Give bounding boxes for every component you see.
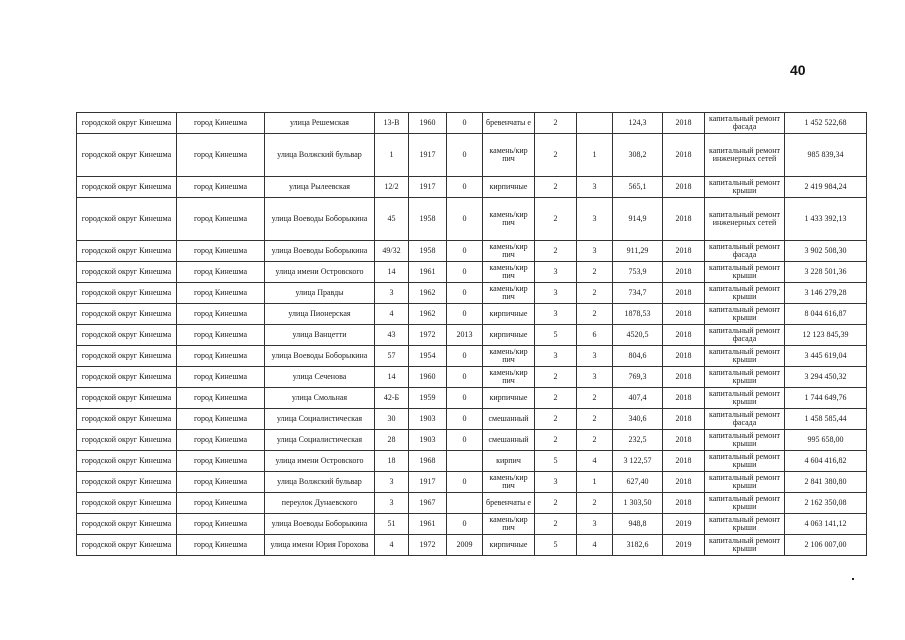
cell-okrug: городской округ Кинешма [77, 134, 177, 177]
cell-floors: 3 [535, 472, 577, 493]
cell-cost: 2 419 984,24 [785, 177, 867, 198]
cell-house: 18 [375, 451, 409, 472]
cell-okrug: городской округ Кинешма [77, 535, 177, 556]
cell-wall-material: смешанный [483, 409, 535, 430]
cell-house: 14 [375, 367, 409, 388]
cell-floors: 3 [535, 262, 577, 283]
cell-plan-year: 2018 [663, 325, 705, 346]
table-row [77, 346, 867, 367]
cell-build-year: 1960 [409, 113, 447, 134]
cell-wall-material: кирпич [483, 451, 535, 472]
cell-street: улица Волжский бульвар [265, 134, 375, 177]
cell-wall-material: камень/кир пич [483, 514, 535, 535]
cell-plan-year: 2018 [663, 472, 705, 493]
table-row [77, 198, 867, 241]
cell-okrug: городской округ Кинешма [77, 177, 177, 198]
cell-plan-year: 2018 [663, 177, 705, 198]
cell-cost: 3 902 508,30 [785, 241, 867, 262]
cell-reconstruction-year: 0 [447, 113, 483, 134]
cell-street: улица имени Островского [265, 262, 375, 283]
table-row [77, 325, 867, 346]
cell-reconstruction-year: 0 [447, 514, 483, 535]
cell-wall-material: камень/кир пич [483, 241, 535, 262]
cell-build-year: 1962 [409, 283, 447, 304]
cell-area: 769,3 [613, 367, 663, 388]
cell-entrances: 3 [577, 367, 613, 388]
cell-wall-material: кирпичные [483, 304, 535, 325]
cell-plan-year: 2018 [663, 451, 705, 472]
cell-reconstruction-year: 0 [447, 177, 483, 198]
cell-work-type: капитальный ремонт фасада [705, 409, 785, 430]
cell-city: город Кинешма [177, 472, 265, 493]
cell-street: улица имени Юрия Горохова [265, 535, 375, 556]
cell-okrug: городской округ Кинешма [77, 472, 177, 493]
cell-okrug: городской округ Кинешма [77, 388, 177, 409]
cell-city: город Кинешма [177, 198, 265, 241]
cell-entrances: 2 [577, 262, 613, 283]
cell-entrances: 3 [577, 177, 613, 198]
cell-street: улица Ванцетти [265, 325, 375, 346]
table-row [77, 304, 867, 325]
cell-work-type: капитальный ремонт крыши [705, 535, 785, 556]
cell-build-year: 1958 [409, 241, 447, 262]
cell-entrances: 2 [577, 493, 613, 514]
cell-street: улица Воеводы Боборыкина [265, 241, 375, 262]
cell-build-year: 1961 [409, 514, 447, 535]
cell-okrug: городской округ Кинешма [77, 241, 177, 262]
table-row [77, 134, 867, 177]
cell-work-type: капитальный ремонт крыши [705, 472, 785, 493]
cell-reconstruction-year: 0 [447, 472, 483, 493]
cell-street: улица Воеводы Боборыкина [265, 514, 375, 535]
cell-cost: 985 839,34 [785, 134, 867, 177]
cell-cost: 8 044 616,87 [785, 304, 867, 325]
cell-floors: 3 [535, 304, 577, 325]
cell-plan-year: 2018 [663, 346, 705, 367]
cell-cost: 1 452 522,68 [785, 113, 867, 134]
cell-entrances: 2 [577, 430, 613, 451]
cell-entrances: 4 [577, 451, 613, 472]
cell-house: 42-Б [375, 388, 409, 409]
cell-reconstruction-year [447, 451, 483, 472]
cell-work-type: капитальный ремонт крыши [705, 262, 785, 283]
cell-entrances: 2 [577, 409, 613, 430]
cell-reconstruction-year: 0 [447, 262, 483, 283]
cell-wall-material: смешанный [483, 430, 535, 451]
cell-build-year: 1961 [409, 262, 447, 283]
cell-work-type: капитальный ремонт инженерных сетей [705, 198, 785, 241]
cell-city: город Кинешма [177, 430, 265, 451]
cell-okrug: городской округ Кинешма [77, 198, 177, 241]
cell-street: улица Волжский бульвар [265, 472, 375, 493]
cell-work-type: капитальный ремонт фасада [705, 325, 785, 346]
cell-work-type: капитальный ремонт крыши [705, 430, 785, 451]
cell-build-year: 1960 [409, 367, 447, 388]
cell-house: 45 [375, 198, 409, 241]
cell-reconstruction-year: 0 [447, 430, 483, 451]
table-row [77, 388, 867, 409]
cell-reconstruction-year [447, 493, 483, 514]
cell-entrances: 1 [577, 472, 613, 493]
cell-reconstruction-year: 2009 [447, 535, 483, 556]
cell-build-year: 1962 [409, 304, 447, 325]
cell-plan-year: 2018 [663, 113, 705, 134]
cell-wall-material: кирпичные [483, 325, 535, 346]
cell-okrug: городской округ Кинешма [77, 346, 177, 367]
cell-city: город Кинешма [177, 346, 265, 367]
cell-work-type: капитальный ремонт крыши [705, 346, 785, 367]
cell-city: город Кинешма [177, 535, 265, 556]
cell-okrug: городской округ Кинешма [77, 430, 177, 451]
cell-city: город Кинешма [177, 304, 265, 325]
cell-cost: 2 162 350,08 [785, 493, 867, 514]
cell-cost: 12 123 845,39 [785, 325, 867, 346]
cell-entrances: 2 [577, 304, 613, 325]
cell-cost: 2 106 007,00 [785, 535, 867, 556]
cell-street: улица имени Островского [265, 451, 375, 472]
cell-wall-material: камень/кир пич [483, 198, 535, 241]
cell-city: город Кинешма [177, 177, 265, 198]
cell-entrances: 3 [577, 514, 613, 535]
cell-house: 4 [375, 535, 409, 556]
cell-floors: 2 [535, 134, 577, 177]
cell-reconstruction-year: 0 [447, 241, 483, 262]
cell-street: улица Пионерская [265, 304, 375, 325]
cell-okrug: городской округ Кинешма [77, 325, 177, 346]
cell-house: 57 [375, 346, 409, 367]
cell-street: улица Социалистическая [265, 409, 375, 430]
cell-build-year: 1903 [409, 409, 447, 430]
cell-floors: 3 [535, 346, 577, 367]
cell-plan-year: 2018 [663, 367, 705, 388]
table-row [77, 472, 867, 493]
cell-floors: 2 [535, 241, 577, 262]
cell-entrances: 2 [577, 388, 613, 409]
cell-reconstruction-year: 0 [447, 409, 483, 430]
page-number: 40 [790, 62, 806, 78]
cell-house: 3 [375, 283, 409, 304]
cell-floors: 5 [535, 535, 577, 556]
cell-reconstruction-year: 2013 [447, 325, 483, 346]
cell-floors: 2 [535, 493, 577, 514]
cell-okrug: городской округ Кинешма [77, 409, 177, 430]
cell-house: 1 [375, 134, 409, 177]
cell-area: 911,29 [613, 241, 663, 262]
cell-floors: 2 [535, 388, 577, 409]
cell-area: 948,8 [613, 514, 663, 535]
cell-okrug: городской округ Кинешма [77, 493, 177, 514]
cell-work-type: капитальный ремонт фасада [705, 241, 785, 262]
table-row [77, 367, 867, 388]
cell-cost: 2 841 380,80 [785, 472, 867, 493]
cell-house: 49/32 [375, 241, 409, 262]
cell-plan-year: 2019 [663, 535, 705, 556]
cell-area: 565,1 [613, 177, 663, 198]
cell-work-type: капитальный ремонт инженерных сетей [705, 134, 785, 177]
cell-cost: 3 445 619,04 [785, 346, 867, 367]
cell-okrug: городской округ Кинешма [77, 514, 177, 535]
cell-area: 4520,5 [613, 325, 663, 346]
cell-plan-year: 2018 [663, 304, 705, 325]
cell-city: город Кинешма [177, 451, 265, 472]
cell-build-year: 1903 [409, 430, 447, 451]
cell-area: 804,6 [613, 346, 663, 367]
cell-city: город Кинешма [177, 493, 265, 514]
cell-reconstruction-year: 0 [447, 346, 483, 367]
cell-wall-material: бревенчаты е [483, 113, 535, 134]
table-row [77, 177, 867, 198]
cell-build-year: 1972 [409, 325, 447, 346]
cell-area: 734,7 [613, 283, 663, 304]
cell-reconstruction-year: 0 [447, 388, 483, 409]
cell-floors: 2 [535, 430, 577, 451]
cell-build-year: 1954 [409, 346, 447, 367]
cell-build-year: 1959 [409, 388, 447, 409]
cell-work-type: капитальный ремонт крыши [705, 451, 785, 472]
cell-floors: 3 [535, 283, 577, 304]
cell-build-year: 1917 [409, 177, 447, 198]
cell-city: город Кинешма [177, 262, 265, 283]
cell-plan-year: 2018 [663, 241, 705, 262]
cell-floors: 5 [535, 451, 577, 472]
cell-work-type: капитальный ремонт крыши [705, 388, 785, 409]
cell-work-type: капитальный ремонт фасада [705, 113, 785, 134]
cell-floors: 2 [535, 409, 577, 430]
cell-area: 232,5 [613, 430, 663, 451]
cell-cost: 1 744 649,76 [785, 388, 867, 409]
scan-mark [852, 578, 854, 580]
cell-city: город Кинешма [177, 241, 265, 262]
cell-reconstruction-year: 0 [447, 198, 483, 241]
cell-area: 308,2 [613, 134, 663, 177]
cell-entrances: 1 [577, 134, 613, 177]
cell-plan-year: 2018 [663, 430, 705, 451]
cell-okrug: городской округ Кинешма [77, 283, 177, 304]
cell-build-year: 1917 [409, 134, 447, 177]
cell-wall-material: камень/кир пич [483, 262, 535, 283]
cell-wall-material: бревенчаты е [483, 493, 535, 514]
cell-cost: 1 458 585,44 [785, 409, 867, 430]
cell-cost: 3 146 279,28 [785, 283, 867, 304]
cell-plan-year: 2018 [663, 409, 705, 430]
cell-okrug: городской округ Кинешма [77, 304, 177, 325]
cell-floors: 2 [535, 198, 577, 241]
cell-plan-year: 2018 [663, 388, 705, 409]
table-row [77, 493, 867, 514]
cell-reconstruction-year: 0 [447, 367, 483, 388]
cell-plan-year: 2018 [663, 283, 705, 304]
cell-street: улица Правды [265, 283, 375, 304]
cell-okrug: городской округ Кинешма [77, 113, 177, 134]
cell-plan-year: 2018 [663, 493, 705, 514]
cell-city: город Кинешма [177, 367, 265, 388]
cell-plan-year: 2018 [663, 134, 705, 177]
table-row [77, 113, 867, 134]
cell-area: 124,3 [613, 113, 663, 134]
table-row [77, 430, 867, 451]
cell-house: 12/2 [375, 177, 409, 198]
cell-okrug: городской округ Кинешма [77, 451, 177, 472]
cell-work-type: капитальный ремонт крыши [705, 304, 785, 325]
cell-street: улица Воеводы Боборыкина [265, 198, 375, 241]
cell-street: улица Социалистическая [265, 430, 375, 451]
cell-house: 30 [375, 409, 409, 430]
cell-house: 13-В [375, 113, 409, 134]
cell-street: переулок Дунаевского [265, 493, 375, 514]
cell-city: город Кинешма [177, 514, 265, 535]
table-row [77, 409, 867, 430]
cell-entrances: 3 [577, 346, 613, 367]
cell-plan-year: 2019 [663, 514, 705, 535]
table-body [77, 113, 867, 556]
cell-reconstruction-year: 0 [447, 134, 483, 177]
cell-work-type: капитальный ремонт крыши [705, 177, 785, 198]
cell-plan-year: 2018 [663, 262, 705, 283]
cell-wall-material: кирпичные [483, 388, 535, 409]
cell-cost: 4 063 141,12 [785, 514, 867, 535]
cell-cost: 995 658,00 [785, 430, 867, 451]
cell-city: город Кинешма [177, 325, 265, 346]
cell-build-year: 1958 [409, 198, 447, 241]
cell-house: 4 [375, 304, 409, 325]
table-row [77, 262, 867, 283]
cell-entrances: 4 [577, 535, 613, 556]
cell-city: город Кинешма [177, 283, 265, 304]
cell-area: 3182,6 [613, 535, 663, 556]
cell-house: 43 [375, 325, 409, 346]
cell-build-year: 1972 [409, 535, 447, 556]
cell-area: 3 122,57 [613, 451, 663, 472]
cell-street: улица Сеченова [265, 367, 375, 388]
cell-build-year: 1968 [409, 451, 447, 472]
cell-build-year: 1917 [409, 472, 447, 493]
cell-area: 1 303,50 [613, 493, 663, 514]
cell-entrances: 3 [577, 198, 613, 241]
cell-work-type: капитальный ремонт крыши [705, 514, 785, 535]
cell-reconstruction-year: 0 [447, 304, 483, 325]
table-row [77, 514, 867, 535]
cell-wall-material: камень/кир пич [483, 346, 535, 367]
cell-street: улица Воеводы Боборыкина [265, 346, 375, 367]
table-row [77, 451, 867, 472]
cell-area: 407,4 [613, 388, 663, 409]
cell-area: 627,40 [613, 472, 663, 493]
cell-entrances [577, 113, 613, 134]
cell-area: 340,6 [613, 409, 663, 430]
cell-okrug: городской округ Кинешма [77, 262, 177, 283]
cell-work-type: капитальный ремонт крыши [705, 493, 785, 514]
cell-cost: 3 228 501,36 [785, 262, 867, 283]
cell-plan-year: 2018 [663, 198, 705, 241]
cell-wall-material: камень/кир пич [483, 134, 535, 177]
cell-wall-material: кирпичные [483, 177, 535, 198]
cell-entrances: 3 [577, 241, 613, 262]
cell-wall-material: камень/кир пич [483, 283, 535, 304]
table-row [77, 241, 867, 262]
cell-house: 28 [375, 430, 409, 451]
cell-build-year: 1967 [409, 493, 447, 514]
cell-wall-material: кирпичные [483, 535, 535, 556]
cell-floors: 2 [535, 177, 577, 198]
table-row [77, 535, 867, 556]
cell-floors: 2 [535, 514, 577, 535]
cell-area: 753,9 [613, 262, 663, 283]
cell-house: 51 [375, 514, 409, 535]
cell-entrances: 2 [577, 283, 613, 304]
cell-city: город Кинешма [177, 134, 265, 177]
cell-floors: 2 [535, 367, 577, 388]
cell-house: 3 [375, 472, 409, 493]
cell-work-type: капитальный ремонт крыши [705, 283, 785, 304]
cell-entrances: 6 [577, 325, 613, 346]
cell-street: улица Рылеевская [265, 177, 375, 198]
cell-house: 14 [375, 262, 409, 283]
cell-city: город Кинешма [177, 113, 265, 134]
cell-area: 914,9 [613, 198, 663, 241]
cell-work-type: капитальный ремонт крыши [705, 367, 785, 388]
cell-floors: 5 [535, 325, 577, 346]
cell-cost: 4 604 416,82 [785, 451, 867, 472]
cell-street: улица Смольная [265, 388, 375, 409]
cell-reconstruction-year: 0 [447, 283, 483, 304]
table-row [77, 283, 867, 304]
housing-repair-table [76, 112, 867, 556]
cell-cost: 1 433 392,13 [785, 198, 867, 241]
cell-wall-material: камень/кир пич [483, 472, 535, 493]
cell-house: 3 [375, 493, 409, 514]
cell-street: улица Решемская [265, 113, 375, 134]
cell-okrug: городской округ Кинешма [77, 367, 177, 388]
cell-city: город Кинешма [177, 409, 265, 430]
cell-area: 1878,53 [613, 304, 663, 325]
cell-city: город Кинешма [177, 388, 265, 409]
cell-cost: 3 294 450,32 [785, 367, 867, 388]
cell-floors: 2 [535, 113, 577, 134]
cell-wall-material: камень/кир пич [483, 367, 535, 388]
